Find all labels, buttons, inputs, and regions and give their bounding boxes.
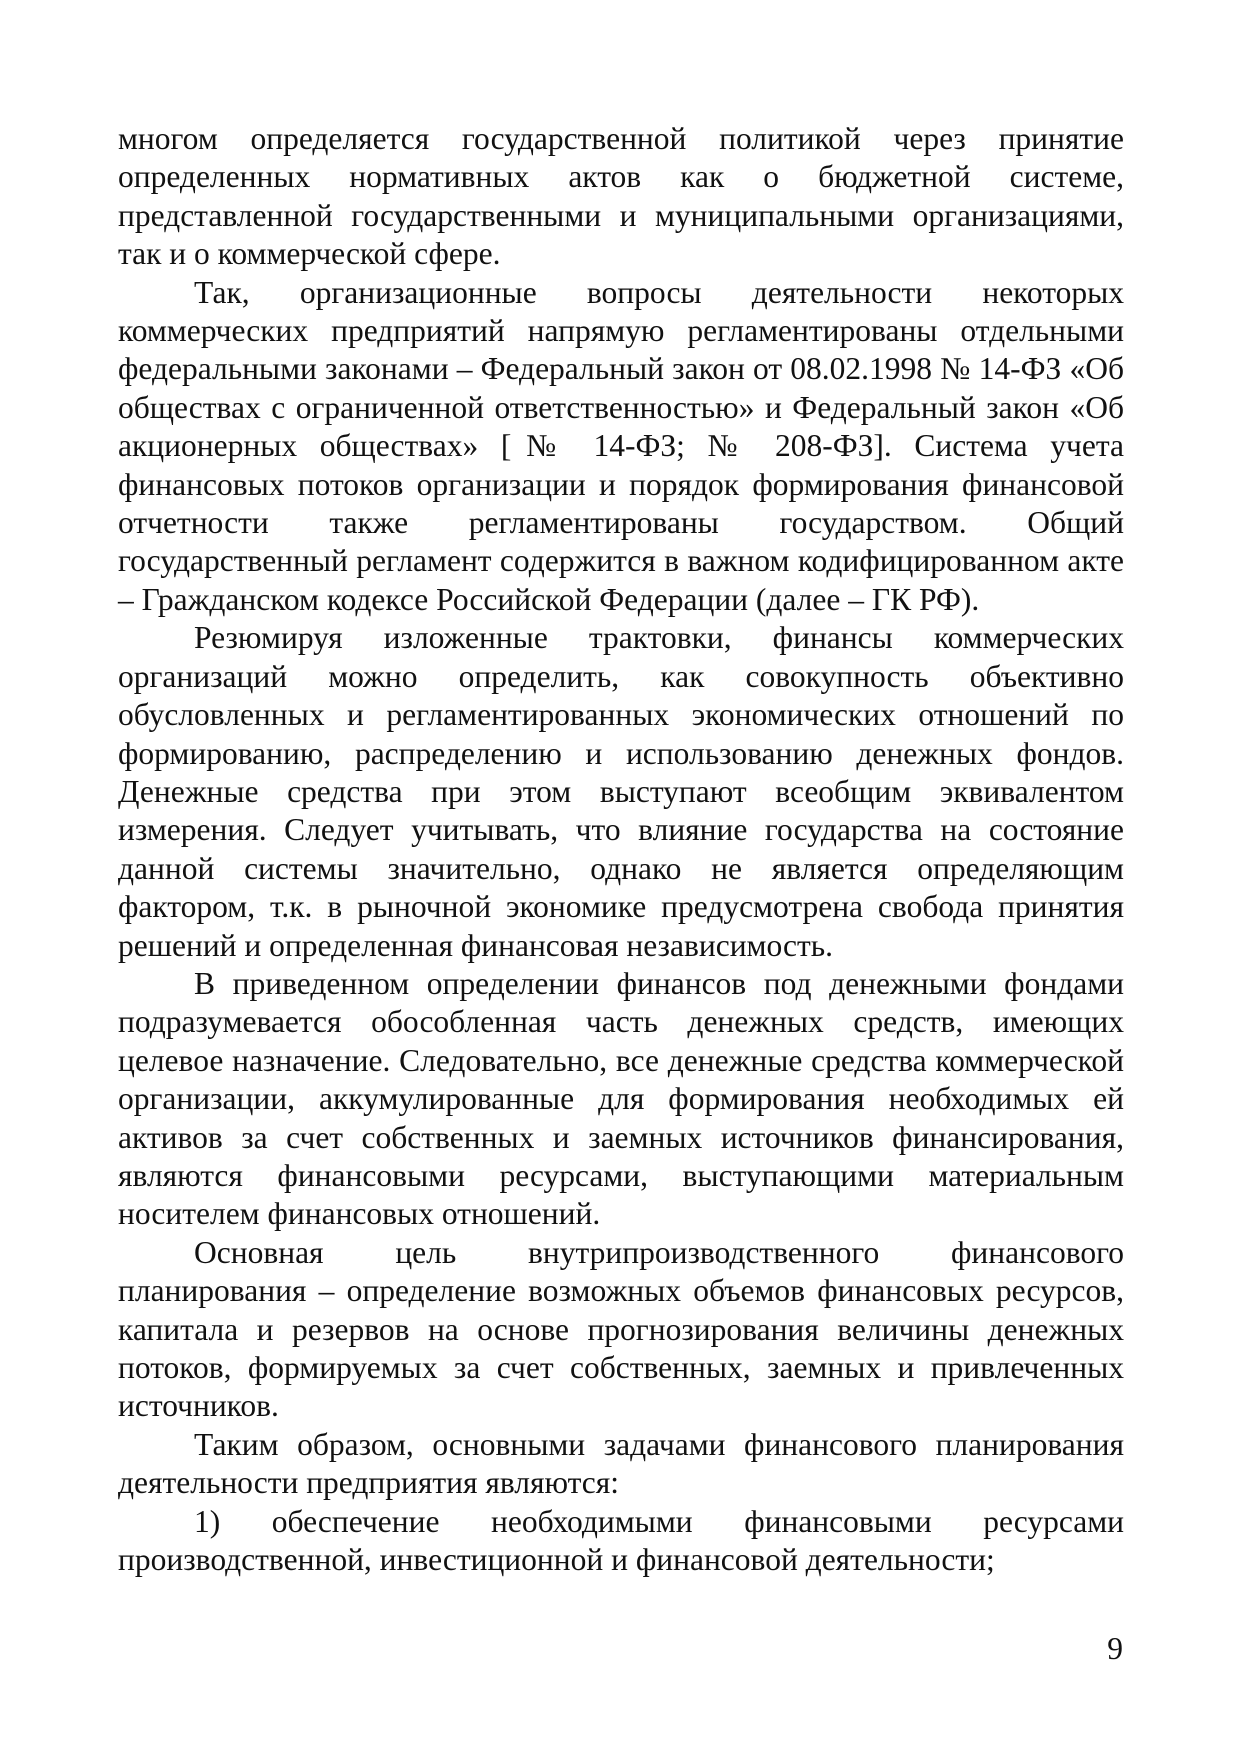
paragraph-1: многом определяется государственной политикой через принятие определенных нормативных актов как о бюджетной системе, представленной государственными и муниципальными организациями, так и о коммерческой сфере.	[118, 121, 1124, 272]
paragraph-2: Так, организационные вопросы деятельности некоторых коммерческих предприятий напрямую регламентированы отдельными федеральными законами – Федеральный закон от 08.02.1998 № 14-ФЗ «Об обществах с ограниченной ответственностью» и Федеральный закон «Об акционерных обществах» [№ 14-ФЗ; № 208-ФЗ]. Система учета финансовых потоков организации и порядок формирования финансовой отчетности также регламентированы государством. Общий государственный регламент содержится в важном кодифицированном акте – Гражданском кодексе Российской Федерации (далее – ГК РФ).	[118, 274, 1124, 617]
page-number: 9	[1107, 1631, 1123, 1666]
paragraph-6: Таким образом, основными задачами финансового планирования деятельности предприятия являются:	[118, 1426, 1124, 1501]
paragraph-7: 1) обеспечение необходимыми финансовыми ресурсами производственной, инвестиционной и финансовой деятельности;	[118, 1503, 1124, 1578]
paragraph-5: Основная цель внутрипроизводственного финансового планирования – определение возможных объемов финансовых ресурсов, капитала и резервов на основе прогнозирования величины денежных потоков, формируемых за счет собственных, заемных и привлеченных источников.	[118, 1234, 1124, 1424]
paragraph-3: Резюмируя изложенные трактовки, финансы коммерческих организаций можно определить, как совокупность объективно обусловленных и регламентированных экономических отношений по формированию, распределению и использованию денежных фондов. Денежные средства при этом выступают всеобщим эквивалентом измерения. Следует учитывать, что влияние государства на состояние данной системы значительно, однако не является определяющим фактором, т.к. в рыночной экономике предусмотрена свобода принятия решений и определенная финансовая независимость.	[118, 620, 1124, 963]
paragraph-4: В приведенном определении финансов под денежными фондами подразумевается обособленная часть денежных средств, имеющих целевое назначение. Следовательно, все денежные средства коммерческой организации, аккумулированные для формирования необходимых ей активов за счет собственных и заемных источников финансирования, являются финансовыми ресурсами, выступающими материальным носителем финансовых отношений.	[118, 965, 1124, 1232]
body-text	[118, 120, 1124, 1579]
